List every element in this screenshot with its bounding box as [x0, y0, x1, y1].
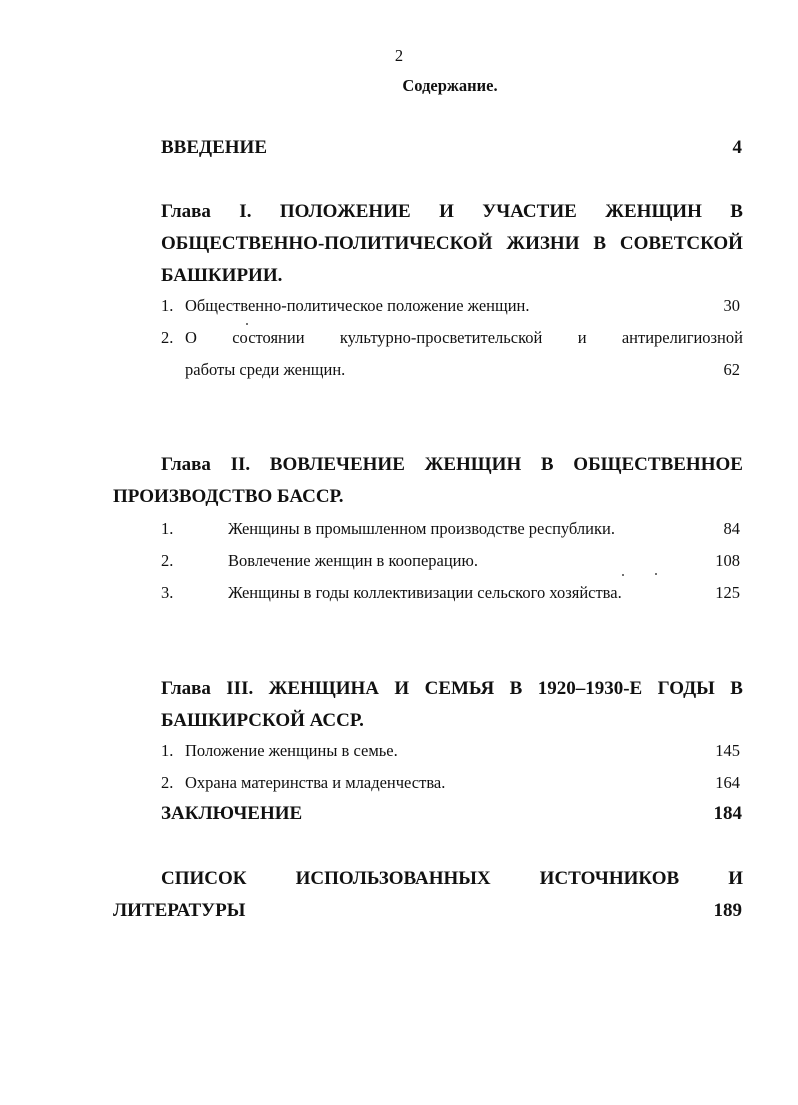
word: антирелигиозной: [621, 328, 743, 347]
word: И: [728, 868, 743, 889]
word: И: [439, 201, 454, 222]
chapter2-item1-text: Женщины в промышленном производстве республики.: [228, 519, 615, 538]
page-number: 2: [394, 46, 404, 65]
chapter3-heading-line1: [161, 678, 743, 700]
word: ЖЕНЩИНА: [268, 678, 380, 699]
word: I.: [239, 201, 252, 222]
chapter2-heading-line2: ПРОИЗВОДСТВО БАССР.: [113, 486, 344, 507]
page-title: Содержание.: [402, 76, 498, 95]
toc-conclusion-label: ЗАКЛЮЧЕНИЕ: [161, 803, 303, 824]
word: ГОДЫ: [657, 678, 715, 699]
chapter3-item1-page: 145: [715, 741, 740, 760]
word: СЕМЬЯ: [424, 678, 495, 699]
word: Глава: [161, 201, 211, 222]
chapter1-item1-num: 1.: [161, 296, 174, 315]
chapter3-item1-num: 1.: [161, 741, 174, 760]
scan-speck: [655, 573, 657, 575]
chapter1-item2-line1: [185, 328, 743, 348]
word: состоянии: [232, 328, 305, 347]
chapter1-item2-text2: работы среди женщин.: [185, 360, 346, 379]
toc-intro-label: ВВЕДЕНИЕ: [161, 137, 267, 158]
sources-heading-line1: [161, 868, 743, 890]
chapter1-item2-page: 62: [723, 360, 740, 379]
chapter3-item2-num: 2.: [161, 773, 174, 792]
word: и: [577, 328, 587, 347]
word: ПОЛОЖЕНИЕ: [279, 201, 411, 222]
word: Глава: [161, 678, 211, 699]
chapter3-item2-text: Охрана материнства и младенчества.: [185, 773, 446, 792]
chapter3-heading-line2: БАШКИРСКОЙ АССР.: [161, 710, 364, 731]
word: В: [730, 678, 743, 699]
toc-sources-page: 189: [713, 900, 742, 921]
chapter3-item2-page: 164: [715, 773, 740, 792]
word: УЧАСТИЕ: [482, 201, 577, 222]
word: ЖЕНЩИН: [424, 454, 522, 475]
word: В: [730, 201, 743, 222]
word: В: [593, 233, 607, 254]
word: ИСПОЛЬЗОВАННЫХ: [295, 868, 491, 889]
chapter2-item3-text: Женщины в годы коллективизации сельского хозяйства.: [228, 583, 622, 602]
chapter2-heading-line1: [161, 454, 743, 476]
toc-intro-page: 4: [732, 137, 742, 158]
word: О: [185, 328, 197, 347]
chapter2-item2-page: 108: [715, 551, 740, 570]
word: Глава: [161, 454, 211, 475]
chapter2-item1-page: 84: [723, 519, 740, 538]
chapter2-item2-num: 2.: [161, 551, 174, 570]
chapter1-heading-line2: [161, 233, 743, 255]
scan-speck: [622, 574, 624, 576]
chapter2-item3-num: 3.: [161, 583, 174, 602]
word: ОБЩЕСТВЕННОЕ: [573, 454, 743, 475]
scan-speck: [246, 323, 248, 325]
word: И: [394, 678, 410, 699]
chapter1-heading-line1: [161, 201, 743, 223]
word: ЖЕНЩИН: [605, 201, 702, 222]
chapter1-item1-text: Общественно-политическое положение женщин.: [185, 296, 530, 315]
word: ИСТОЧНИКОВ: [539, 868, 680, 889]
word: СПИСОК: [161, 868, 247, 889]
word: ОБЩЕСТВЕННО-ПОЛИТИЧЕСКОЙ: [161, 233, 493, 254]
chapter2-item1-num: 1.: [161, 519, 174, 538]
word: В: [509, 678, 523, 699]
chapter1-heading-line3: БАШКИРИИ.: [161, 265, 283, 286]
chapter2-item3-page: 125: [715, 583, 740, 602]
chapter1-item1-page: 30: [723, 296, 740, 315]
chapter2-item2-text: Вовлечение женщин в кооперацию.: [228, 551, 478, 570]
word: ВОВЛЕЧЕНИЕ: [269, 454, 405, 475]
chapter1-item2-num: 2.: [161, 328, 174, 347]
word: II.: [230, 454, 251, 475]
word: 1920–1930-Е: [537, 678, 643, 699]
word: ЖИЗНИ: [506, 233, 580, 254]
word: В: [540, 454, 554, 475]
word: культурно-просветительской: [339, 328, 543, 347]
sources-heading-line2: ЛИТЕРАТУРЫ: [113, 900, 246, 921]
word: СОВЕТСКОЙ: [619, 233, 743, 254]
word: III.: [226, 678, 254, 699]
toc-conclusion-page: 184: [713, 803, 742, 824]
chapter3-item1-text: Положение женщины в семье.: [185, 741, 398, 760]
